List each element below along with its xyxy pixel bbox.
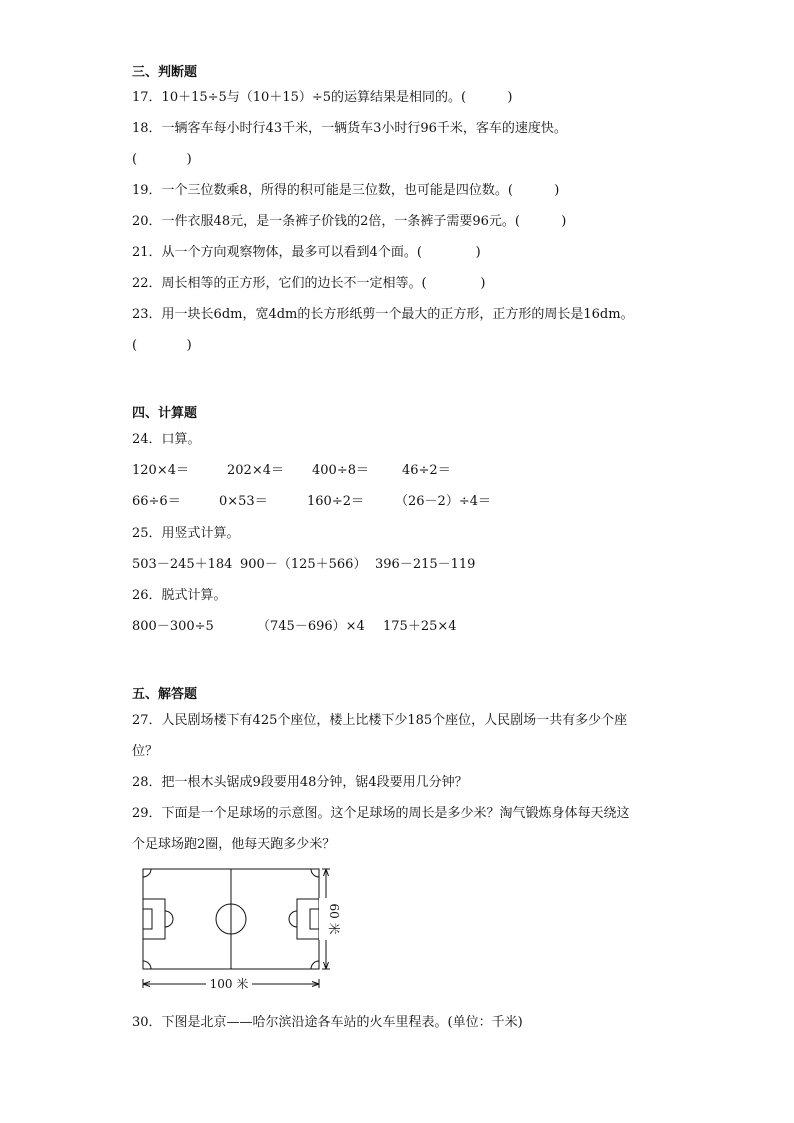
question-19: 19．一个三位数乘8，所得的积可能是三位数，也可能是四位数。( ) bbox=[132, 183, 560, 198]
question-29-line-1: 29．下面是一个足球场的示意图。这个足球场的周长是多少米？淘气锻炼身体每天绕这 bbox=[132, 806, 630, 821]
left-penalty-arc bbox=[165, 911, 173, 927]
question-22: 22．周长相等的正方形，它们的边长不一定相等。( ) bbox=[132, 276, 486, 291]
question-27-line-2: 位？ bbox=[132, 744, 159, 759]
right-penalty-arc bbox=[289, 911, 297, 927]
corner-arc bbox=[311, 961, 319, 969]
corner-arc bbox=[143, 961, 151, 969]
oral-item: 120×4＝ bbox=[132, 463, 189, 478]
oral-item: 400÷8＝ bbox=[312, 463, 369, 478]
corner-arc bbox=[143, 869, 151, 877]
section-3-heading: 三、判断题 bbox=[132, 65, 198, 80]
question-28: 28．把一根木头锯成9段要用48分钟，锯4段要用几分钟？ bbox=[132, 775, 468, 790]
right-penalty-box bbox=[297, 899, 319, 939]
question-29-line-2: 个足球场跑2圈，他每天跑多少米？ bbox=[132, 837, 336, 852]
question-23: 23．用一块长6dm，宽4dm的长方形纸剪一个最大的正方形，正方形的周长是16dm。 bbox=[132, 307, 634, 322]
oral-item: 160÷2＝ bbox=[307, 494, 364, 509]
stepwise-calc-item: 800－300÷5 bbox=[132, 619, 214, 634]
oral-item: 0×53＝ bbox=[219, 494, 268, 509]
vertical-calc-item: 900－（125＋566） bbox=[240, 557, 367, 572]
answer-blank-18: ( ) bbox=[132, 152, 192, 167]
stepwise-calc-item: （745－696）×4 bbox=[257, 619, 365, 634]
right-goal-area bbox=[310, 909, 319, 929]
left-goal-area bbox=[143, 909, 152, 929]
question-30: 30．下图是北京——哈尔滨沿途各车站的火车里程表。(单位：千米) bbox=[132, 1015, 523, 1030]
question-27-line-1: 27．人民剧场楼下有425个座位，楼上比楼下少185个座位，人民剧场一共有多少个座 bbox=[132, 713, 628, 728]
question-26-title: 26．脱式计算。 bbox=[132, 588, 227, 603]
question-17: 17．10＋15÷5与（10＋15）÷5的运算结果是相同的。( ) bbox=[132, 90, 513, 105]
question-21: 21．从一个方向观察物体，最多可以看到4个面。( ) bbox=[132, 245, 481, 260]
width-label: 100 米 bbox=[209, 977, 249, 991]
answer-blank-23: ( ) bbox=[132, 338, 192, 353]
oral-item: 202×4＝ bbox=[227, 463, 284, 478]
oral-item: （26－2）÷4＝ bbox=[395, 494, 491, 509]
stepwise-calc-item: 175＋25×4 bbox=[383, 619, 457, 634]
question-20: 20．一件衣服48元，是一条裤子价钱的2倍，一条裤子需要96元。( ) bbox=[132, 214, 567, 229]
section-5-heading: 五、解答题 bbox=[132, 687, 198, 702]
oral-item: 46÷2＝ bbox=[402, 463, 451, 478]
question-18: 18．一辆客车每小时行43千米，一辆货车3小时行96千米，客车的速度快。 bbox=[132, 121, 567, 136]
oral-item: 66÷6＝ bbox=[132, 494, 181, 509]
vertical-calc-item: 503－245＋184 bbox=[132, 557, 233, 572]
vertical-calc-item: 396－215－119 bbox=[375, 557, 476, 572]
section-4-heading: 四、计算题 bbox=[132, 406, 198, 421]
question-25-title: 25．用竖式计算。 bbox=[132, 526, 240, 541]
question-24-title: 24．口算。 bbox=[132, 432, 201, 447]
left-penalty-box bbox=[143, 899, 165, 939]
height-label: 60 米 bbox=[327, 903, 341, 935]
football-field-diagram bbox=[138, 866, 341, 996]
corner-arc bbox=[311, 869, 319, 877]
